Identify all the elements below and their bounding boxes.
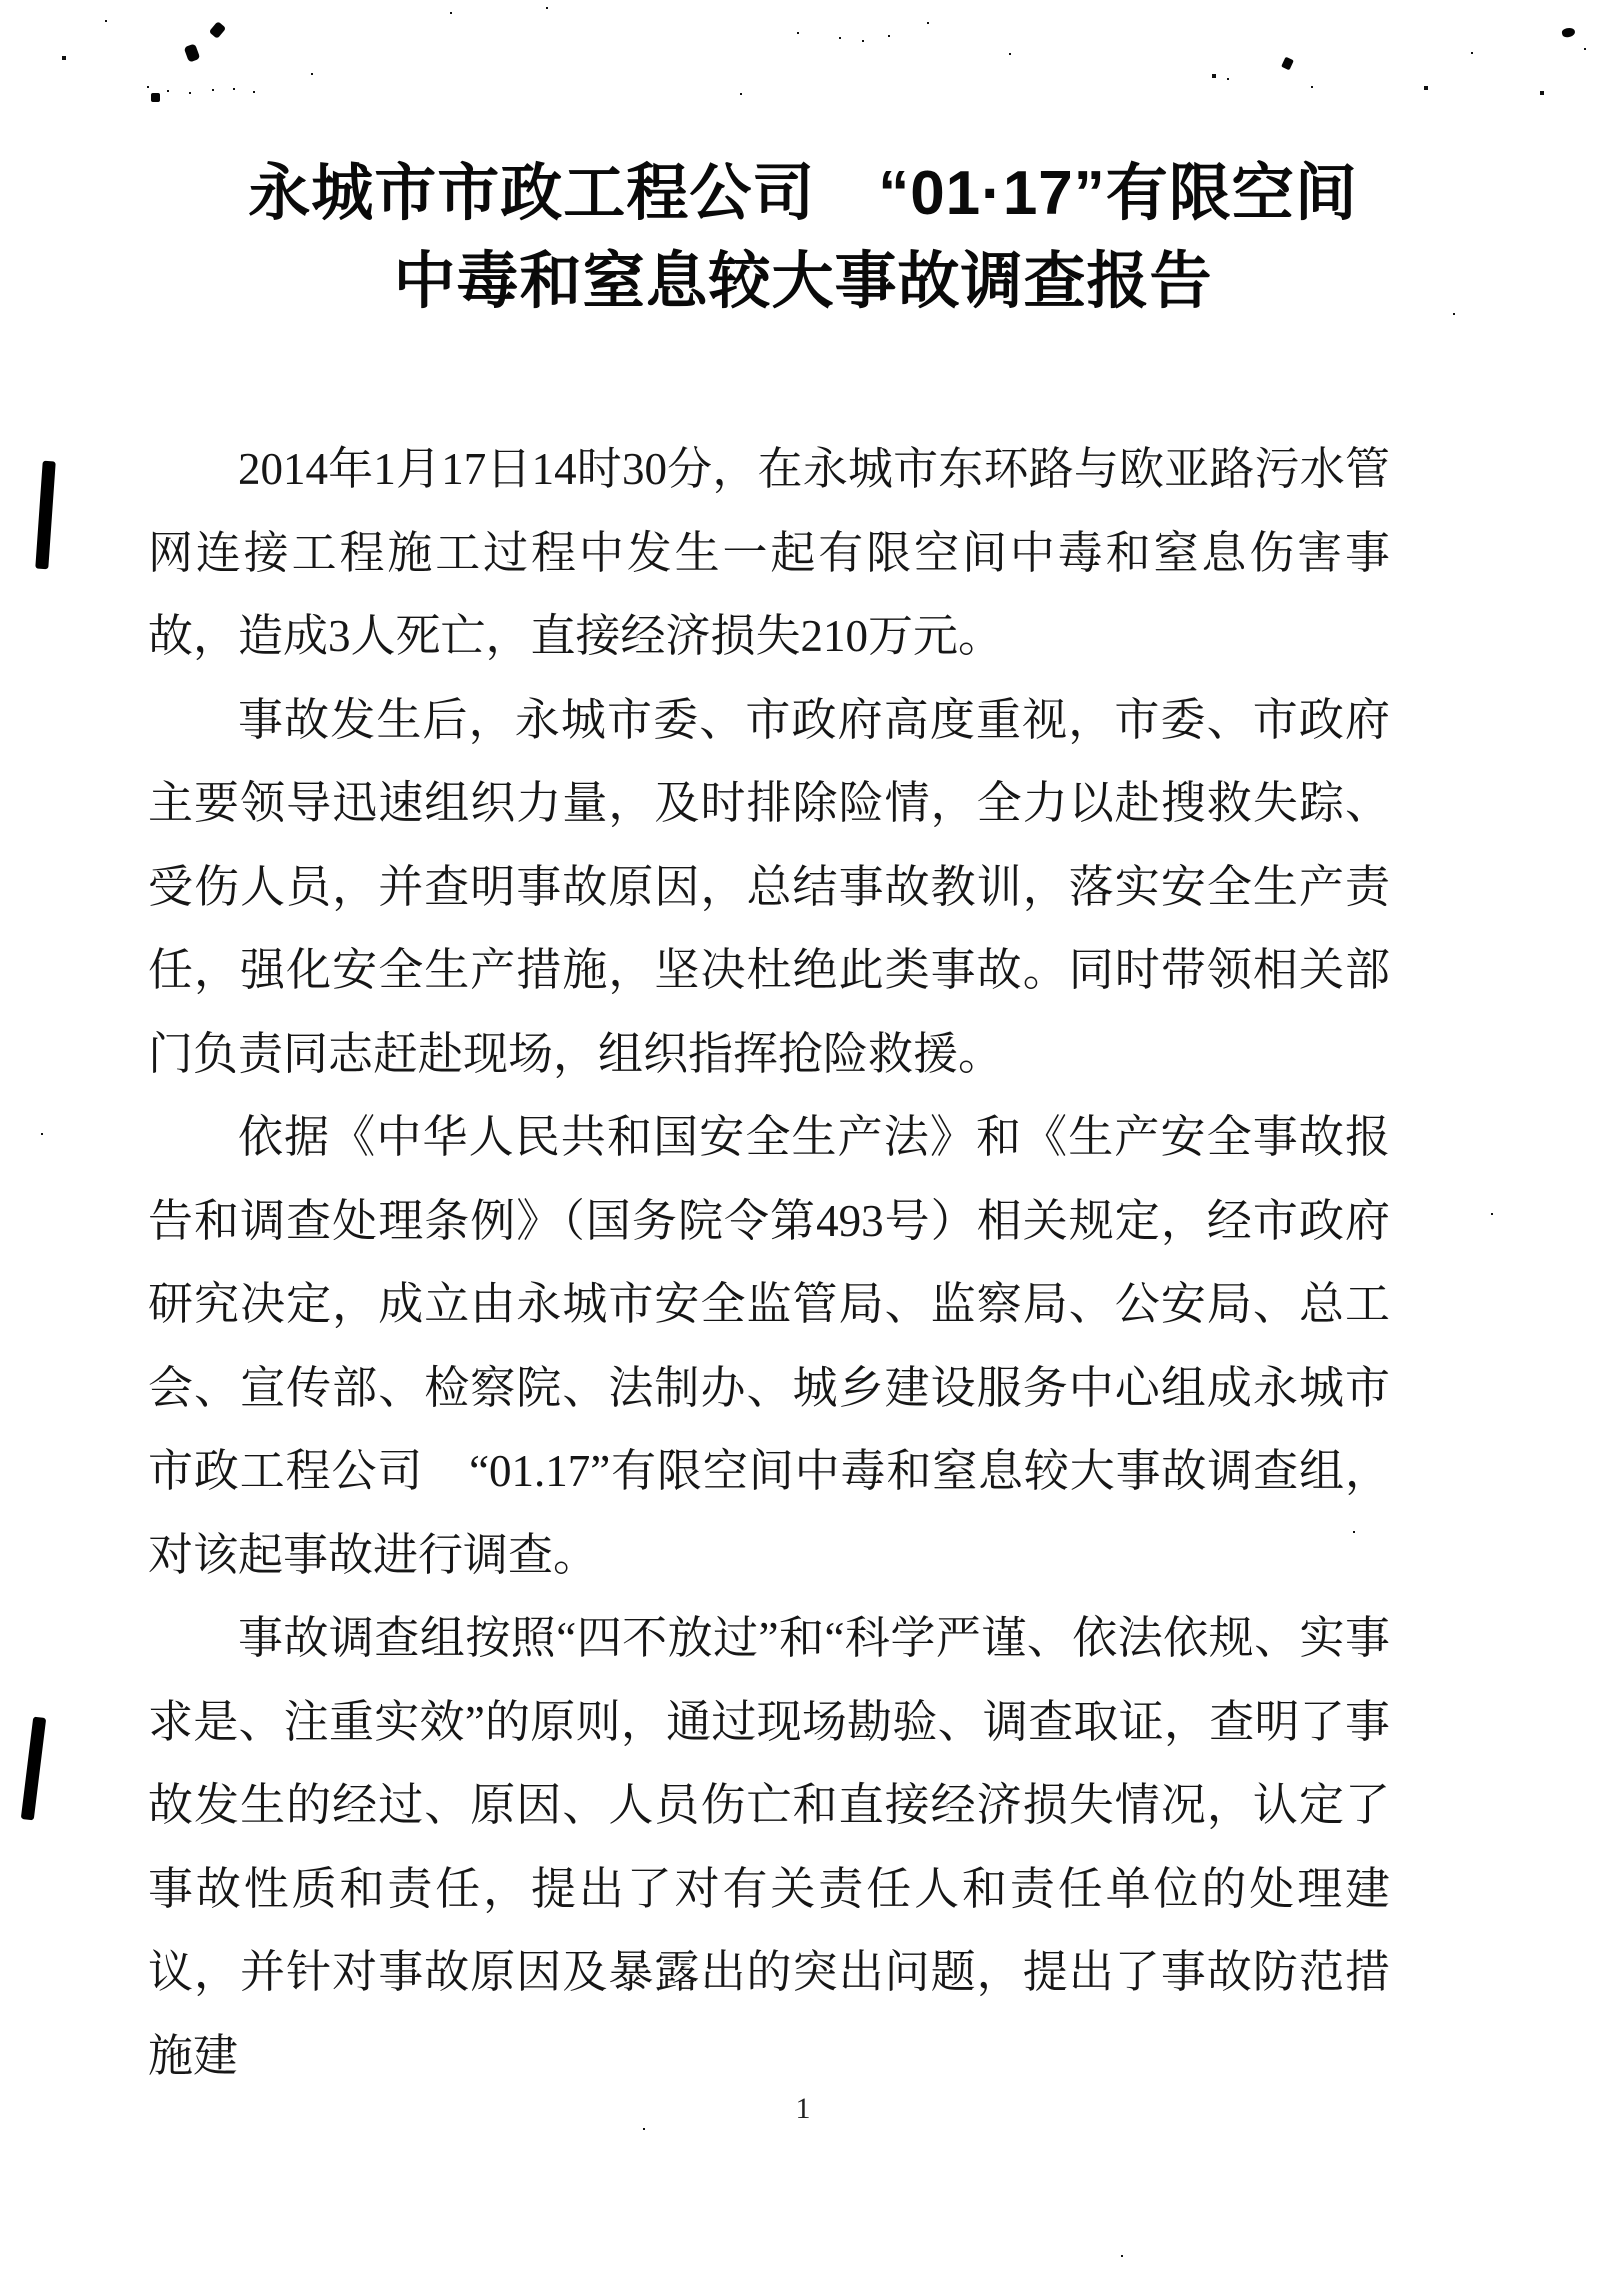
paragraph-investigation-team-formation: 依据《中华人民共和国安全生产法》和《生产安全事故报告和调查处理条例》（国务院令第493号）相关规定，经市政府研究决定，成立由永城市安全监管局、监察局、公安局、总工会、宣传部、检察院、法制办、城乡建设服务中心组成永城市市政工程公司 “01.17”有限空间中毒和窒息较大事故调查组，对该起事故进行调查。 <box>148 1112 1390 1580</box>
scan-noise-blob <box>151 93 160 102</box>
scan-noise-blob <box>209 21 226 39</box>
scan-noise-blob <box>1281 57 1294 71</box>
paragraph-government-response: 事故发生后，永城市委、市政府高度重视，市委、市政府主要领导迅速组织力量，及时排除险情，全力以赴搜救失踪、受伤人员，并查明事故原因，总结事故教训，落实安全生产责任，强化安全生产措施，坚决杜绝此类事故。同时带领相关部门负责同志赶赴现场，组织指挥抢险救援。 <box>148 694 1390 1079</box>
paragraph-investigation-principles: 事故调查组按照“四不放过”和“科学严谨、依法依规、实事求是、注重实效”的原则，通过现场勘验、调查取证，查明了事故发生的经过、原因、人员伤亡和直接经济损失情况，认定了事故性质和责任，提出了对有关责任人和责任单位的处理建议，并针对事故原因及暴露出的突出问题，提出了事故防范措施建 <box>148 1613 1390 2081</box>
page-number: 1 <box>795 2092 811 2125</box>
document-title <box>0 150 1606 326</box>
document-body <box>148 428 1390 2098</box>
left-margin-ink-stroke <box>35 461 56 570</box>
paragraph-incident-summary: 2014年1月17日14时30分，在永城市东环路与欧亚路污水管网连接工程施工过程中发生一起有限空间中毒和窒息伤害事故，造成3人死亡，直接经济损失210万元。 <box>148 444 1390 661</box>
document-title-line-1: 永城市市政工程公司 “01·17”有限空间 <box>248 159 1358 228</box>
left-margin-ink-stroke <box>21 1717 46 1821</box>
scan-noise-specks <box>0 0 4 4</box>
scan-noise-blob <box>184 43 201 62</box>
document-title-line-2: 中毒和窒息较大事故调查报告 <box>393 247 1213 316</box>
scan-noise-blob <box>1561 26 1576 38</box>
